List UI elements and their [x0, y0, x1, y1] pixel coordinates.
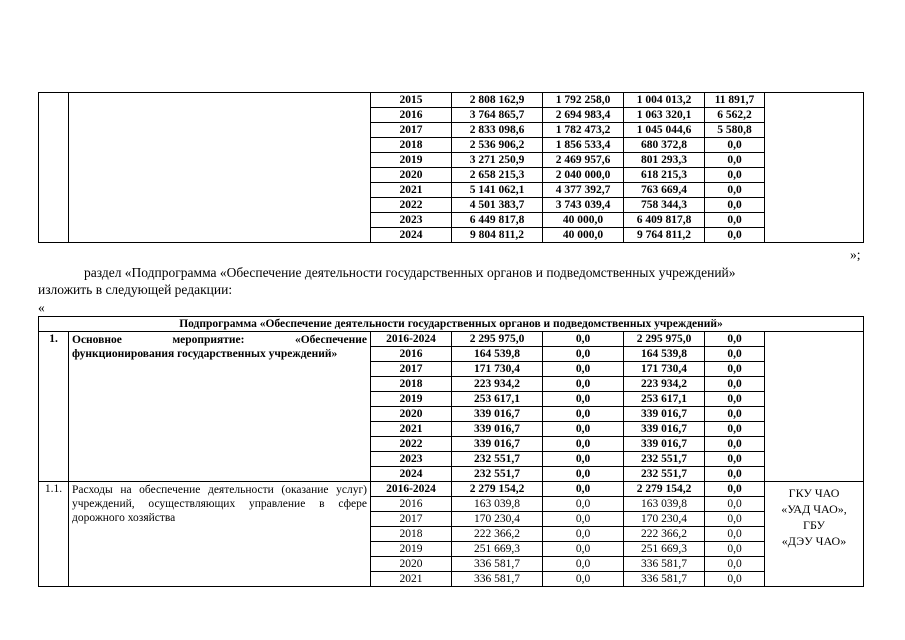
other-cell: 0,0 — [705, 482, 765, 497]
total-cell: 2 536 906,2 — [452, 138, 543, 153]
total-cell: 164 539,8 — [452, 347, 543, 362]
funding-table-subprogram — [38, 316, 864, 587]
federal-cell: 0,0 — [543, 422, 624, 437]
year-cell: 2017 — [371, 123, 452, 138]
regional-cell: 232 551,7 — [624, 467, 705, 482]
federal-cell: 0,0 — [543, 362, 624, 377]
regional-cell: 801 293,3 — [624, 153, 705, 168]
year-cell: 2023 — [371, 452, 452, 467]
executor-line: «УАД ЧАО», — [781, 502, 847, 516]
regional-cell: 339 016,7 — [624, 422, 705, 437]
year-cell: 2019 — [371, 392, 452, 407]
table-row — [39, 482, 864, 497]
total-cell: 336 581,7 — [452, 557, 543, 572]
regional-cell: 339 016,7 — [624, 407, 705, 422]
federal-cell: 3 743 039,4 — [543, 198, 624, 213]
total-cell: 2 808 162,9 — [452, 93, 543, 108]
other-cell: 0,0 — [705, 198, 765, 213]
total-cell: 339 016,7 — [452, 437, 543, 452]
federal-cell: 0,0 — [543, 407, 624, 422]
item-number: 1.1. — [39, 482, 69, 587]
year-cell: 2016 — [371, 347, 452, 362]
other-cell: 6 562,2 — [705, 108, 765, 123]
regional-cell: 763 669,4 — [624, 183, 705, 198]
funding-table-top — [38, 92, 864, 243]
other-cell: 0,0 — [705, 138, 765, 153]
total-cell: 339 016,7 — [452, 407, 543, 422]
year-cell: 2022 — [371, 437, 452, 452]
year-cell: 2018 — [371, 138, 452, 153]
other-cell: 0,0 — [705, 332, 765, 347]
total-cell: 171 730,4 — [452, 362, 543, 377]
regional-cell: 2 279 154,2 — [624, 482, 705, 497]
executor-line: ГКУ ЧАО — [788, 486, 840, 500]
executor-cell — [765, 332, 864, 482]
year-cell: 2017 — [371, 362, 452, 377]
desc-cell — [69, 93, 371, 243]
federal-cell: 0,0 — [543, 377, 624, 392]
federal-cell: 2 694 983,4 — [543, 108, 624, 123]
regional-cell: 232 551,7 — [624, 452, 705, 467]
federal-cell: 0,0 — [543, 572, 624, 587]
federal-cell: 1 782 473,2 — [543, 123, 624, 138]
regional-cell: 336 581,7 — [624, 572, 705, 587]
total-cell: 2 833 098,6 — [452, 123, 543, 138]
other-cell: 0,0 — [705, 228, 765, 243]
federal-cell: 40 000,0 — [543, 213, 624, 228]
federal-cell: 0,0 — [543, 557, 624, 572]
total-cell: 336 581,7 — [452, 572, 543, 587]
other-cell: 5 580,8 — [705, 123, 765, 138]
regional-cell: 223 934,2 — [624, 377, 705, 392]
other-cell: 0,0 — [705, 542, 765, 557]
executor-cell — [765, 93, 864, 243]
year-cell: 2019 — [371, 153, 452, 168]
year-cell: 2020 — [371, 557, 452, 572]
federal-cell: 1 856 533,4 — [543, 138, 624, 153]
section-paragraph-line2: изложить в следующей редакции: — [38, 282, 233, 297]
total-cell: 2 295 975,0 — [452, 332, 543, 347]
executor-cell — [765, 482, 864, 587]
total-cell: 4 501 383,7 — [452, 198, 543, 213]
federal-cell: 0,0 — [543, 482, 624, 497]
regional-cell: 9 764 811,2 — [624, 228, 705, 243]
year-cell: 2024 — [371, 228, 452, 243]
executor-line: «ДЭУ ЧАО» — [781, 534, 847, 548]
regional-cell: 2 295 975,0 — [624, 332, 705, 347]
other-cell: 0,0 — [705, 168, 765, 183]
table-row — [39, 93, 864, 108]
other-cell: 0,0 — [705, 437, 765, 452]
opening-quote: « — [38, 300, 45, 315]
total-cell: 232 551,7 — [452, 467, 543, 482]
total-cell: 163 039,8 — [452, 497, 543, 512]
federal-cell: 40 000,0 — [543, 228, 624, 243]
other-cell: 0,0 — [705, 362, 765, 377]
year-cell: 2021 — [371, 183, 452, 198]
other-cell: 0,0 — [705, 422, 765, 437]
other-cell: 0,0 — [705, 183, 765, 198]
other-cell: 0,0 — [705, 572, 765, 587]
year-cell: 2020 — [371, 168, 452, 183]
other-cell: 0,0 — [705, 153, 765, 168]
other-cell: 0,0 — [705, 407, 765, 422]
federal-cell: 0,0 — [543, 497, 624, 512]
year-cell: 2021 — [371, 572, 452, 587]
total-cell: 9 804 811,2 — [452, 228, 543, 243]
year-cell: 2018 — [371, 527, 452, 542]
year-cell: 2016-2024 — [371, 332, 452, 347]
year-cell: 2016 — [371, 497, 452, 512]
regional-cell: 222 366,2 — [624, 527, 705, 542]
subprogram-header: Подпрограмма «Обеспечение деятельности государственных органов и подведомственных учреждений» — [39, 317, 864, 332]
federal-cell: 2 469 957,6 — [543, 153, 624, 168]
total-cell: 5 141 062,1 — [452, 183, 543, 198]
regional-cell: 758 344,3 — [624, 198, 705, 213]
total-cell: 170 230,4 — [452, 512, 543, 527]
total-cell: 251 669,3 — [452, 542, 543, 557]
table-row — [39, 332, 864, 347]
total-cell: 2 658 215,3 — [452, 168, 543, 183]
other-cell: 0,0 — [705, 392, 765, 407]
federal-cell: 0,0 — [543, 437, 624, 452]
year-cell: 2022 — [371, 198, 452, 213]
regional-cell: 680 372,8 — [624, 138, 705, 153]
regional-cell: 170 230,4 — [624, 512, 705, 527]
regional-cell: 1 004 013,2 — [624, 93, 705, 108]
other-cell: 0,0 — [705, 527, 765, 542]
federal-cell: 0,0 — [543, 347, 624, 362]
regional-cell: 339 016,7 — [624, 437, 705, 452]
total-cell: 232 551,7 — [452, 452, 543, 467]
executor-line: ГБУ — [803, 518, 825, 532]
item-description: Расходы на обеспечение деятельности (оказание услуг) учреждений, осуществляющих управление в сфере дорожного хозяйства — [69, 482, 371, 587]
year-cell: 2016-2024 — [371, 482, 452, 497]
other-cell: 11 891,7 — [705, 93, 765, 108]
other-cell: 0,0 — [705, 467, 765, 482]
other-cell: 0,0 — [705, 557, 765, 572]
closing-quote: »; — [850, 247, 861, 262]
total-cell: 3 271 250,9 — [452, 153, 543, 168]
other-cell: 0,0 — [705, 213, 765, 228]
other-cell: 0,0 — [705, 377, 765, 392]
year-cell: 2024 — [371, 467, 452, 482]
regional-cell: 6 409 817,8 — [624, 213, 705, 228]
regional-cell: 1 045 044,6 — [624, 123, 705, 138]
federal-cell: 1 792 258,0 — [543, 93, 624, 108]
total-cell: 222 366,2 — [452, 527, 543, 542]
federal-cell: 0,0 — [543, 452, 624, 467]
other-cell: 0,0 — [705, 497, 765, 512]
total-cell: 223 934,2 — [452, 377, 543, 392]
federal-cell: 2 040 000,0 — [543, 168, 624, 183]
year-cell: 2019 — [371, 542, 452, 557]
total-cell: 339 016,7 — [452, 422, 543, 437]
other-cell: 0,0 — [705, 452, 765, 467]
total-cell: 253 617,1 — [452, 392, 543, 407]
item-number: 1. — [39, 332, 69, 482]
other-cell: 0,0 — [705, 512, 765, 527]
year-cell: 2017 — [371, 512, 452, 527]
year-cell: 2018 — [371, 377, 452, 392]
regional-cell: 618 215,3 — [624, 168, 705, 183]
year-cell: 2023 — [371, 213, 452, 228]
federal-cell: 0,0 — [543, 527, 624, 542]
federal-cell: 0,0 — [543, 542, 624, 557]
regional-cell: 251 669,3 — [624, 542, 705, 557]
regional-cell: 253 617,1 — [624, 392, 705, 407]
year-cell: 2020 — [371, 407, 452, 422]
other-cell: 0,0 — [705, 347, 765, 362]
regional-cell: 336 581,7 — [624, 557, 705, 572]
year-cell: 2021 — [371, 422, 452, 437]
year-cell: 2015 — [371, 93, 452, 108]
regional-cell: 1 063 320,1 — [624, 108, 705, 123]
section-paragraph-line1: раздел «Подпрограмма «Обеспечение деятельности государственных органов и подведомственных учреждений» — [84, 265, 736, 280]
total-cell: 3 764 865,7 — [452, 108, 543, 123]
federal-cell: 0,0 — [543, 332, 624, 347]
regional-cell: 163 039,8 — [624, 497, 705, 512]
regional-cell: 164 539,8 — [624, 347, 705, 362]
federal-cell: 0,0 — [543, 467, 624, 482]
item-description: Основное мероприятие: «Обеспечение функционирования государственных учреждений» — [69, 332, 371, 482]
num-cell — [39, 93, 69, 243]
total-cell: 6 449 817,8 — [452, 213, 543, 228]
total-cell: 2 279 154,2 — [452, 482, 543, 497]
federal-cell: 4 377 392,7 — [543, 183, 624, 198]
year-cell: 2016 — [371, 108, 452, 123]
federal-cell: 0,0 — [543, 512, 624, 527]
federal-cell: 0,0 — [543, 392, 624, 407]
regional-cell: 171 730,4 — [624, 362, 705, 377]
